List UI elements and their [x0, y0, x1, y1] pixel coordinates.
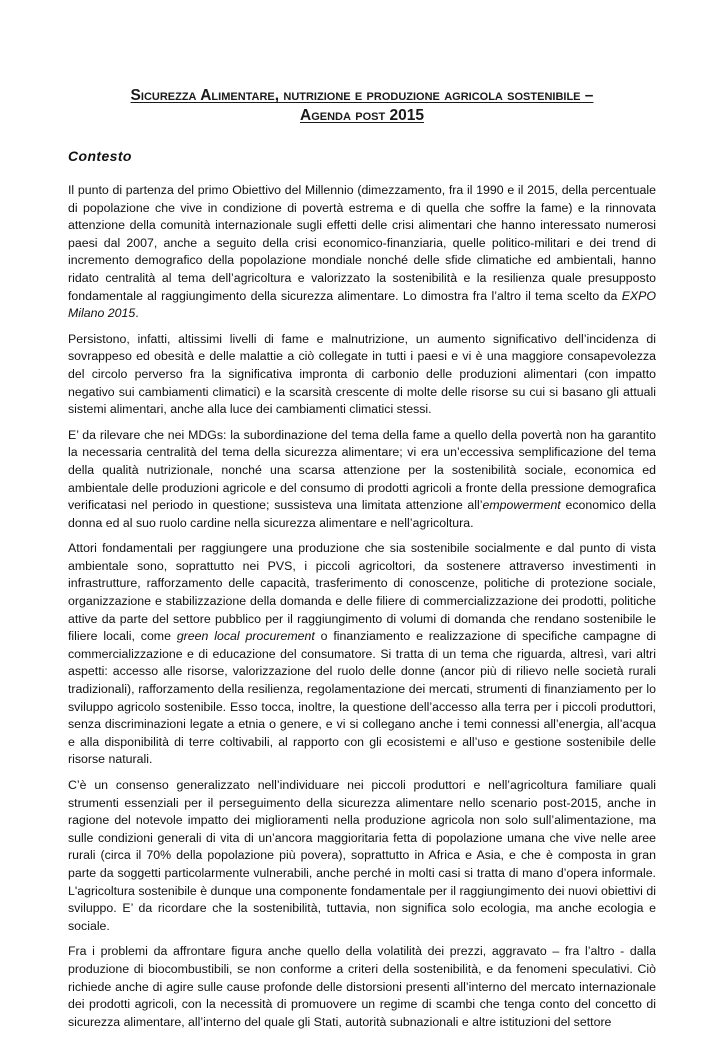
- document-title: [68, 86, 656, 126]
- italic-text: empowerment: [482, 498, 561, 513]
- title-line-1: Sicurezza Alimentare, nutrizione e produzione agricola sostenibile –: [130, 87, 594, 104]
- paragraph: [68, 427, 656, 533]
- paragraph-text: economico della donna ed al suo ruolo cardine nella sicurezza alimentare e nell’agricoltura.: [68, 498, 656, 530]
- paragraph-text: Fra i problemi da affrontare figura anche quello della volatilità dei prezzi, aggravato – fra l’altro - dalla produzione di biocombustibili, se non conforme a criteri della sostenibilità, e da fenomeni speculativi. Ciò richiede anche di agire sulle cause profonde delle distorsioni presenti all’interno del mercato internazionale dei prodotti agricoli, con la necessità di promuovere un regime di scambi che tenga conto del concetto di sicurezza alimentare, all’interno del quale gli Stati, autorità subnazionali e altre istituzioni del settore: [68, 944, 656, 1029]
- italic-text: green local procurement: [176, 629, 315, 644]
- body-text: [68, 182, 656, 1031]
- paragraph: [68, 777, 656, 935]
- paragraph-text: E’ da rilevare che nei MDGs: la subordinazione del tema della fame a quello della povertà non ha garantito la necessaria centralità del tema della sicurezza alimentare; vi era un’eccessiva semplificazione del tema della qualità nutrizionale, nonché una scarsa attenzione per la sostenibilità sociale, economica ed ambientale delle produzioni agricole e del consumo di prodotti agricoli a fronte della pressione demografica verificatasi nel periodo in questione; sussisteva una limitata attenzione all’: [68, 427, 656, 513]
- paragraph-text: C’è un consenso generalizzato nell’individuare nei piccoli produttori e nell’agricoltura familiare quali strumenti essenziali per il perseguimento della sicurezza alimentare nello scenario post-2015, anche in ragione del notevole impatto dei miglioramenti nella produzione agricola non solo sull’alimentazione, ma sulle condizioni generali di vita di un’ancora maggioritaria fetta di popolazione umana che vive nelle aree rurali (circa il 70% della popolazione più povera), soprattutto in Africa e Asia, e che è composta in gran parte da soggetti particolarmente vulnerabili, anche perché in molti casi si tratta di mano d’opera informale. L'agricoltura sostenibile è dunque una componente fondamentale per il raggiungimento dei nuovi obiettivi di sviluppo. E’ da ricordare che la sostenibilità, tuttavia, non significa solo ecologia, ma anche ecologia e sociale.: [68, 778, 656, 933]
- paragraph: [68, 943, 656, 1031]
- italic-text: EXPO Milano 2015: [68, 288, 656, 321]
- paragraph-text: o finanziamento e realizzazione di specifiche campagne di commercializzazione e di educazione del consumatore. Si tratta di un tema che riguarda, altresì, vari altri aspetti: accesso alle risorse, valorizzazione del ruolo delle donne (ancor più di rilievo nelle società rurali tradizionali), rafforzamento della resilienza, regolamentazione dei mercati, strumenti di finanziamento per lo sviluppo agricolo sostenibile. Esso tocca, inoltre, la questione dell’accesso alla terra per i piccoli produttori, senza discriminazioni legate a etnia o genere, e vi si collegano anche i temi connessi all’energia, all’acqua e alla disponibilità di terre coltivabili, al rapporto con gli ecosistemi e all’uso e gestione sostenibile delle risorse naturali.: [68, 629, 656, 767]
- paragraph: [68, 540, 656, 769]
- paragraph-text: .: [135, 306, 139, 321]
- paragraph-text: Persistono, infatti, altissimi livelli di fame e malnutrizione, un aumento significativo dell’incidenza di sovrappeso ed obesità e delle malattie a ciò collegate in tutti i paesi e vi è una maggiore consapevolezza del circolo perverso fra la significativa impronta di carbonio delle produzioni alimentari (con impatto negativo sui cambiamenti climatici) e la scarsità crescente di molte delle risorse su cui si basano gli attuali sistemi alimentari, anche alla luce dei cambiamenti climatici stessi.: [68, 331, 656, 417]
- title-line-2: Agenda post 2015: [300, 107, 424, 124]
- document-page: [68, 86, 656, 1039]
- paragraph-text: Attori fondamentali per raggiungere una produzione che sia sostenibile socialmente e dal punto di vista ambientale sono, soprattutto nei PVS, i piccoli agricoltori, da sostenere attraverso investimenti in infrastrutture, rafforzamento delle capacità, trasferimento di conoscenze, politiche di protezione sociale, organizzazione e stabilizzazione della domanda e delle filiere di commercializzazione dei prodotti, politiche attive da parte del settore pubblico per il raggiungimento di volumi di domanda che rendano sostenibile le filiere locali, come: [68, 541, 656, 644]
- section-heading: Contesto: [68, 148, 132, 164]
- paragraph: [68, 182, 656, 323]
- paragraph-text: Il punto di partenza del primo Obiettivo del Millennio (dimezzamento, fra il 1990 e il 2015, della percentuale di popolazione che vive in condizione di povertà estrema e di quella che soffre la fame) e la rinnovata attenzione della comunità internazionale sugli effetti delle crisi alimentari che hanno interessato numerosi paesi dal 2007, anche a seguito della crisi economico-finanziaria, quelle politico-militari e dei trend di incremento demografico della popolazione mondiale nonché delle sfide climatiche ed ambientali, hanno ridato centralità al tema dell’agricoltura e valorizzato la sostenibilità e la resilienza quale presupposto fondamentale al raggiungimento della sicurezza alimentare. Lo dimostra fra l’altro il tema scelto da: [68, 183, 656, 303]
- paragraph: [68, 331, 656, 419]
